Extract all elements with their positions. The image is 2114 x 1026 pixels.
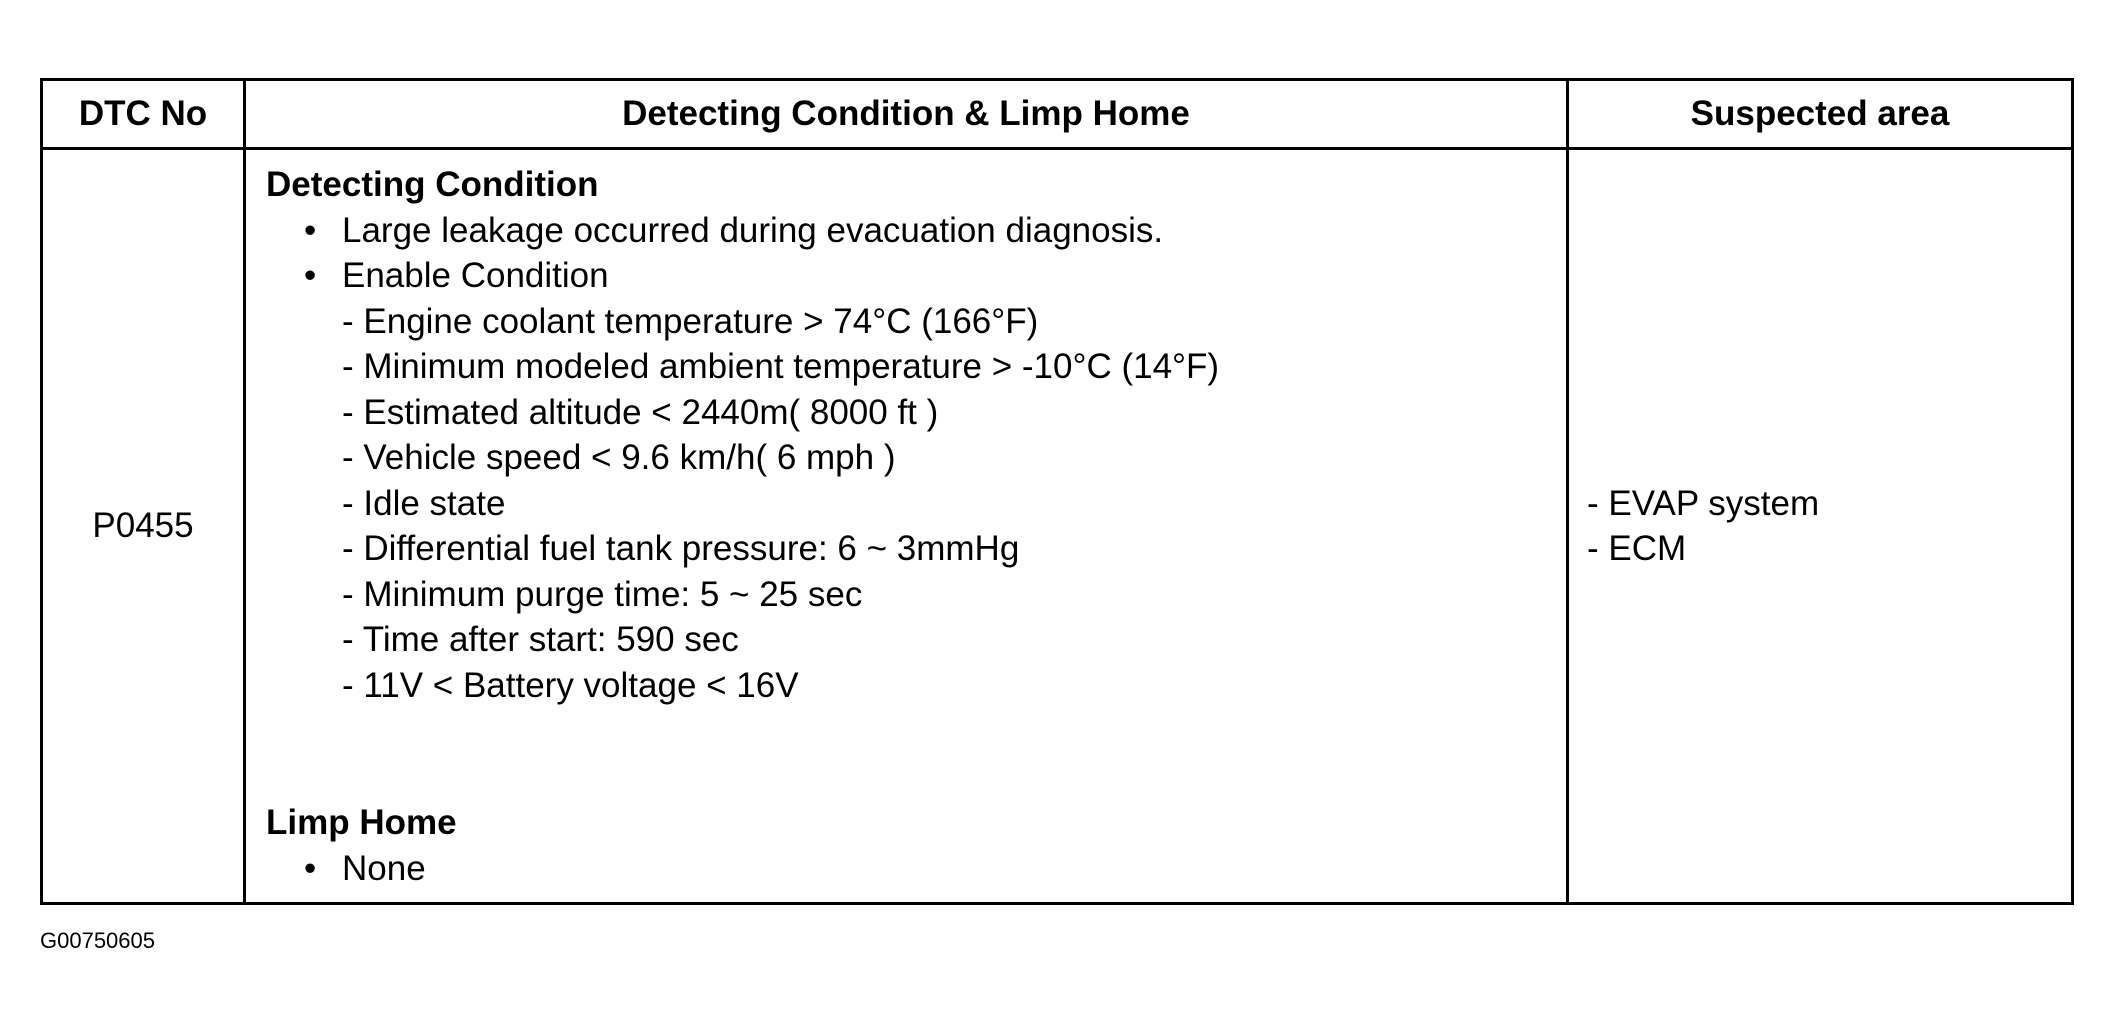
detecting-condition-list <box>266 208 1566 299</box>
dtc-code-cell: P0455 <box>42 149 245 904</box>
dtc-table <box>40 78 2074 905</box>
list-item: • Enable Condition <box>266 253 1566 299</box>
header-suspected-area: Suspected area <box>1568 80 2073 149</box>
enable-condition-list <box>266 299 1566 709</box>
table-header-row <box>42 80 2073 149</box>
suspected-area-cell <box>1568 149 2073 904</box>
list-item: - Vehicle speed < 9.6 km/h( 6 mph ) <box>342 438 896 477</box>
table-row <box>42 149 2073 904</box>
condition-cell <box>245 149 1568 904</box>
figure-code: G00750605 <box>40 928 155 953</box>
list-item: • None <box>266 846 1566 892</box>
list-item: - Estimated altitude < 2440m( 8000 ft ) <box>342 392 939 432</box>
list-item: - EVAP system <box>1587 483 1820 523</box>
list-item: - Engine coolant temperature > 74°C (166°F) <box>342 301 1039 341</box>
list-item: - 11V < Battery voltage < 16V <box>342 665 799 705</box>
detecting-condition-heading: Detecting Condition <box>266 165 599 204</box>
list-item: - Idle state <box>342 483 506 523</box>
list-item: - Minimum purge time: 5 ~ 25 sec <box>342 574 863 614</box>
list-item: - ECM <box>1587 529 1687 568</box>
list-item: - Time after start: 590 sec <box>342 620 739 659</box>
list-item: - Minimum modeled ambient temperature > -10°C (14°F) <box>342 347 1220 386</box>
suspected-area-list <box>1587 481 2071 572</box>
limp-home-list <box>266 846 1566 892</box>
list-item: - Differential fuel tank pressure: 6 ~ 3mmHg <box>342 529 1020 568</box>
header-dtc-no: DTC No <box>42 80 245 149</box>
section-spacer <box>266 708 1566 800</box>
list-item: • Large leakage occurred during evacuation diagnosis. <box>266 208 1566 254</box>
limp-home-heading: Limp Home <box>266 803 457 842</box>
header-detecting-condition: Detecting Condition & Limp Home <box>245 80 1568 149</box>
